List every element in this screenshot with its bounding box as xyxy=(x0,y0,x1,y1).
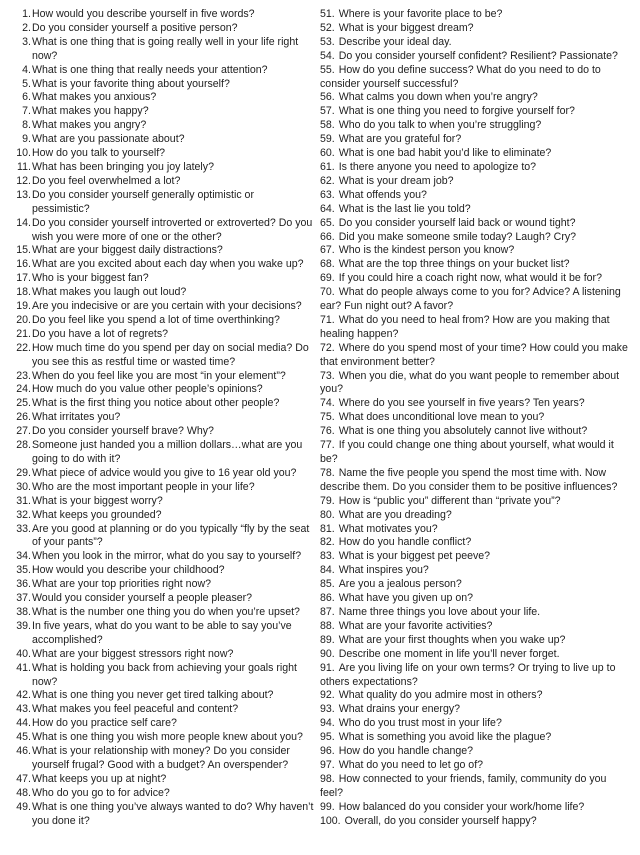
question-number: 85. xyxy=(320,578,335,591)
question-item xyxy=(14,481,314,495)
question-item xyxy=(14,78,314,92)
question-text: What makes you anxious? xyxy=(32,91,157,104)
question-text: Are you a jealous person? xyxy=(338,578,462,591)
question-number: 33. xyxy=(16,522,31,535)
question-item xyxy=(14,411,314,425)
question-number: 55. xyxy=(320,63,335,76)
question-number: 64. xyxy=(320,202,335,215)
question-item xyxy=(14,592,314,606)
question-text: Who do you go to for advice? xyxy=(32,786,170,799)
question-number: 27. xyxy=(16,425,31,438)
question-item xyxy=(320,648,632,662)
question-item xyxy=(320,634,632,648)
question-item xyxy=(14,175,314,189)
question-item xyxy=(14,64,314,78)
question-number: 53. xyxy=(320,35,335,48)
question-text: What piece of advice would you give to 16 year old you? xyxy=(32,466,297,479)
question-number: 26. xyxy=(16,411,31,424)
question-item xyxy=(14,731,314,745)
question-text: What is one thing you never get tired talking about? xyxy=(32,689,274,702)
question-number: 43. xyxy=(16,703,31,716)
question-item xyxy=(14,22,314,36)
question-text: What is one thing that really needs your attention? xyxy=(32,63,268,76)
question-text: Where do you see yourself in five years? Ten years? xyxy=(338,397,585,410)
question-text: What inspires you? xyxy=(338,564,429,577)
question-number: 89. xyxy=(320,633,335,646)
question-number: 100. xyxy=(320,814,341,827)
question-item xyxy=(14,703,314,717)
question-text: How would you describe your childhood? xyxy=(32,564,225,577)
question-item xyxy=(14,397,314,411)
question-item xyxy=(320,36,632,50)
question-text: What quality do you admire most in others? xyxy=(338,689,543,702)
question-item xyxy=(14,689,314,703)
question-text: How is “public you” different than “private you”? xyxy=(338,494,561,507)
question-text: Do you have a lot of regrets? xyxy=(32,327,169,340)
question-number: 16. xyxy=(16,258,31,271)
question-text: What do you need to let go of? xyxy=(338,758,484,771)
question-number: 58. xyxy=(320,119,335,132)
question-item xyxy=(320,536,632,550)
question-item xyxy=(14,244,314,258)
question-text: What makes you angry? xyxy=(32,119,147,132)
question-text: What keeps you up at night? xyxy=(32,772,167,785)
question-number: 68. xyxy=(320,258,335,271)
question-number: 41. xyxy=(16,661,31,674)
question-number: 17. xyxy=(16,272,31,285)
question-text: What is your biggest worry? xyxy=(32,494,163,507)
question-item xyxy=(14,217,314,245)
question-item xyxy=(14,801,314,829)
question-text: What offends you? xyxy=(338,188,427,201)
question-text: What is the first thing you notice about other people? xyxy=(32,397,280,410)
question-number: 31. xyxy=(16,494,31,507)
question-text: Someone just handed you a million dollars…what are you going to do with it? xyxy=(32,439,303,465)
question-number: 74. xyxy=(320,397,335,410)
question-item xyxy=(320,509,632,523)
question-text: Do you consider yourself introverted or extroverted? Do you wish you were more of one or the other? xyxy=(32,216,313,243)
question-item xyxy=(14,787,314,801)
question-item xyxy=(320,217,632,231)
question-item xyxy=(320,258,632,272)
question-number: 66. xyxy=(320,230,335,243)
question-item xyxy=(14,370,314,384)
question-number: 3. xyxy=(22,35,31,48)
question-number: 21. xyxy=(16,327,31,340)
question-item xyxy=(14,662,314,690)
question-text: Describe one moment in life you’ll never forget. xyxy=(338,647,560,660)
question-number: 40. xyxy=(16,647,31,660)
question-text: What is one thing you need to forgive yourself for? xyxy=(338,105,575,118)
question-text: Do you consider yourself generally optimistic or pessimistic? xyxy=(32,188,254,215)
question-text: What makes you happy? xyxy=(32,105,149,118)
question-number: 2. xyxy=(22,21,31,34)
question-item xyxy=(14,161,314,175)
question-text: What are your favorite activities? xyxy=(338,619,493,632)
question-number: 51. xyxy=(320,8,335,20)
question-item xyxy=(14,564,314,578)
question-number: 69. xyxy=(320,272,335,285)
question-item xyxy=(320,592,632,606)
question-text: What irritates you? xyxy=(32,411,121,424)
question-text: Who do you trust most in your life? xyxy=(338,717,502,730)
question-item xyxy=(14,91,314,105)
left-question-column xyxy=(14,8,314,828)
question-number: 10. xyxy=(16,147,31,160)
question-text: What are you grateful for? xyxy=(338,133,462,146)
question-item xyxy=(320,8,632,22)
question-number: 60. xyxy=(320,147,335,160)
question-number: 9. xyxy=(22,133,31,146)
question-text: What is the number one thing you do when you’re upset? xyxy=(32,605,300,618)
question-item xyxy=(14,133,314,147)
question-item xyxy=(320,411,632,425)
question-text: Do you consider yourself laid back or wound tight? xyxy=(338,216,576,229)
question-number: 42. xyxy=(16,689,31,702)
question-number: 45. xyxy=(16,731,31,744)
question-item xyxy=(320,133,632,147)
question-text: Who do you talk to when you’re struggling? xyxy=(338,119,542,132)
question-number: 25. xyxy=(16,397,31,410)
question-text: Do you consider yourself brave? Why? xyxy=(32,425,214,438)
question-number: 22. xyxy=(16,341,31,354)
question-number: 88. xyxy=(320,619,335,632)
question-item xyxy=(14,745,314,773)
question-item xyxy=(320,745,632,759)
question-text: If you could change one thing about yourself, what would it be? xyxy=(320,439,614,465)
question-text: What calms you down when you’re angry? xyxy=(338,91,538,104)
question-text: Where is your favorite place to be? xyxy=(338,8,503,20)
question-number: 83. xyxy=(320,550,335,563)
question-number: 49. xyxy=(16,800,31,813)
question-text: How do you define success? What do you need to do to consider yourself successful? xyxy=(320,63,601,90)
question-number: 32. xyxy=(16,508,31,521)
question-item xyxy=(320,91,632,105)
question-text: What is your biggest dream? xyxy=(338,21,474,34)
question-number: 39. xyxy=(16,619,31,632)
question-item xyxy=(14,550,314,564)
question-item xyxy=(320,703,632,717)
question-text: How do you practice self care? xyxy=(32,717,177,730)
question-item xyxy=(320,397,632,411)
question-number: 20. xyxy=(16,313,31,326)
question-number: 86. xyxy=(320,592,335,605)
question-number: 78. xyxy=(320,466,335,479)
question-number: 18. xyxy=(16,286,31,299)
question-item xyxy=(320,175,632,189)
question-text: Are you good at planning or do you typically “fly by the seat of your pants”? xyxy=(32,522,310,549)
question-text: When do you feel like you are most “in your element”? xyxy=(32,369,286,382)
question-item xyxy=(14,119,314,133)
question-number: 80. xyxy=(320,508,335,521)
question-number: 70. xyxy=(320,286,335,299)
question-number: 76. xyxy=(320,425,335,438)
question-number: 63. xyxy=(320,188,335,201)
question-item xyxy=(320,147,632,161)
question-number: 5. xyxy=(22,77,31,90)
question-number: 67. xyxy=(320,244,335,257)
question-number: 96. xyxy=(320,745,335,758)
question-number: 37. xyxy=(16,592,31,605)
question-item xyxy=(320,119,632,133)
question-number: 65. xyxy=(320,216,335,229)
question-item xyxy=(14,258,314,272)
question-number: 62. xyxy=(320,174,335,187)
question-number: 72. xyxy=(320,341,335,354)
question-item xyxy=(320,231,632,245)
question-number: 14. xyxy=(16,216,31,229)
question-item xyxy=(14,342,314,370)
question-number: 44. xyxy=(16,717,31,730)
question-number: 77. xyxy=(320,439,335,452)
question-number: 81. xyxy=(320,522,335,535)
question-text: Did you make someone smile today? Laugh? Cry? xyxy=(338,230,577,243)
question-text: What is one bad habit you’d like to eliminate? xyxy=(338,147,552,160)
question-number: 23. xyxy=(16,369,31,382)
question-text: Name three things you love about your life. xyxy=(338,605,541,618)
question-text: How much time do you spend per day on social media? Do you see this as restful time or wasted time? xyxy=(32,341,309,368)
question-item xyxy=(320,189,632,203)
question-number: 48. xyxy=(16,786,31,799)
question-item xyxy=(14,189,314,217)
question-item xyxy=(320,203,632,217)
question-item xyxy=(14,509,314,523)
question-item xyxy=(14,773,314,787)
question-text: What is one thing you’ve always wanted to do? Why haven’t you done it? xyxy=(32,800,314,827)
question-number: 52. xyxy=(320,21,335,34)
question-item xyxy=(14,383,314,397)
question-item xyxy=(14,314,314,328)
question-number: 90. xyxy=(320,647,335,660)
question-number: 97. xyxy=(320,758,335,771)
question-text: What do people always come to you for? Advice? A listening ear? Fun night out? A favor? xyxy=(320,286,621,313)
question-text: When you die, what do you want people to remember about you? xyxy=(320,369,620,396)
question-text: What are you excited about each day when you wake up? xyxy=(32,258,304,271)
question-text: Who is the kindest person you know? xyxy=(338,244,515,257)
question-text: What is your dream job? xyxy=(338,174,454,187)
question-item xyxy=(14,425,314,439)
question-text: How balanced do you consider your work/home life? xyxy=(338,800,585,813)
question-number: 94. xyxy=(320,717,335,730)
question-text: How do you handle conflict? xyxy=(338,536,472,549)
question-text: How do you talk to yourself? xyxy=(32,147,166,160)
question-number: 95. xyxy=(320,731,335,744)
question-item xyxy=(320,717,632,731)
question-text: How connected to your friends, family, community do you feel? xyxy=(320,772,607,799)
question-item xyxy=(14,717,314,731)
question-text: Name the five people you spend the most time with. Now describe them. Do you consider them to be positive influences? xyxy=(320,466,618,493)
question-item xyxy=(14,147,314,161)
question-text: How do you handle change? xyxy=(338,745,474,758)
question-item xyxy=(14,495,314,509)
question-item xyxy=(320,439,632,467)
question-item xyxy=(320,467,632,495)
question-number: 91. xyxy=(320,661,335,674)
question-item xyxy=(320,731,632,745)
question-text: What are the top three things on your bucket list? xyxy=(338,258,570,271)
question-number: 79. xyxy=(320,494,335,507)
question-item xyxy=(320,801,632,815)
question-item xyxy=(14,620,314,648)
question-number: 59. xyxy=(320,133,335,146)
question-number: 11. xyxy=(17,160,31,173)
question-number: 54. xyxy=(320,49,335,62)
question-text: What is your relationship with money? Do you consider yourself frugal? Good with a budget? An overspender? xyxy=(32,745,290,771)
question-item xyxy=(14,328,314,342)
question-text: What has been bringing you joy lately? xyxy=(32,160,214,173)
question-item xyxy=(14,36,314,64)
question-number: 84. xyxy=(320,564,335,577)
question-item xyxy=(320,22,632,36)
question-text: Do you consider yourself a positive person? xyxy=(32,21,238,34)
question-item xyxy=(14,523,314,551)
question-text: What is one thing you absolutely cannot live without? xyxy=(338,425,588,438)
question-text: What is something you avoid like the plague? xyxy=(338,731,552,744)
question-item xyxy=(14,8,314,22)
question-number: 61. xyxy=(320,160,335,173)
question-number: 7. xyxy=(22,105,31,118)
question-number: 8. xyxy=(22,119,31,132)
question-item xyxy=(320,759,632,773)
question-text: Is there anyone you need to apologize to? xyxy=(338,160,537,173)
question-item xyxy=(320,425,632,439)
question-text: Overall, do you consider yourself happy? xyxy=(344,814,537,827)
question-item xyxy=(320,105,632,119)
question-number: 1. xyxy=(22,8,31,20)
question-text: What is the last lie you told? xyxy=(338,202,471,215)
question-text: What keeps you grounded? xyxy=(32,508,162,521)
question-text: What do you need to heal from? How are you making that healing happen? xyxy=(320,313,610,340)
question-number: 57. xyxy=(320,105,335,118)
question-number: 46. xyxy=(16,745,31,758)
question-item xyxy=(320,606,632,620)
question-number: 35. xyxy=(16,564,31,577)
question-number: 98. xyxy=(320,772,335,785)
question-number: 24. xyxy=(16,383,31,396)
question-item xyxy=(320,578,632,592)
question-number: 47. xyxy=(16,772,31,785)
question-text: Who is your biggest fan? xyxy=(32,272,149,285)
question-item xyxy=(320,342,632,370)
question-number: 56. xyxy=(320,91,335,104)
question-item xyxy=(320,495,632,509)
question-text: What drains your energy? xyxy=(338,703,461,716)
question-text: If you could hire a coach right now, what would it be for? xyxy=(338,272,602,285)
question-text: What makes you feel peaceful and content? xyxy=(32,703,239,716)
question-text: Who are the most important people in your life? xyxy=(32,480,255,493)
question-text: What are you dreading? xyxy=(338,508,452,521)
question-text: How much do you value other people’s opinions? xyxy=(32,383,263,396)
question-text: Describe your ideal day. xyxy=(338,35,452,48)
question-item xyxy=(14,300,314,314)
question-item xyxy=(320,550,632,564)
question-text: What does unconditional love mean to you? xyxy=(338,411,545,424)
question-text: When you look in the mirror, what do you say to yourself? xyxy=(32,550,302,563)
question-item xyxy=(320,689,632,703)
question-text: What have you given up on? xyxy=(338,592,474,605)
question-item xyxy=(14,606,314,620)
question-item xyxy=(14,439,314,467)
question-text: Do you feel like you spend a lot of time overthinking? xyxy=(32,313,280,326)
question-text: What is your favorite thing about yourself? xyxy=(32,77,230,90)
question-number: 75. xyxy=(320,411,335,424)
question-item xyxy=(320,815,632,829)
question-item xyxy=(320,286,632,314)
question-text: Do you feel overwhelmed a lot? xyxy=(32,174,181,187)
question-number: 19. xyxy=(16,300,31,313)
question-item xyxy=(320,662,632,690)
question-number: 13. xyxy=(16,188,31,201)
right-question-column xyxy=(320,8,632,828)
question-number: 15. xyxy=(16,244,31,257)
question-text: Where do you spend most of your time? How could you make that environment better? xyxy=(320,341,628,368)
question-text: What is one thing that is going really well in your life right now? xyxy=(32,35,299,62)
question-text: What are your top priorities right now? xyxy=(32,578,211,591)
question-number: 93. xyxy=(320,703,335,716)
question-text: How would you describe yourself in five words? xyxy=(32,8,255,20)
question-number: 38. xyxy=(16,605,31,618)
question-text: What are your biggest daily distractions? xyxy=(32,244,223,257)
question-number: 92. xyxy=(320,689,335,702)
question-number: 34. xyxy=(16,550,31,563)
question-item xyxy=(320,161,632,175)
question-text: What are you passionate about? xyxy=(32,133,185,146)
question-number: 28. xyxy=(16,439,31,452)
question-text: In five years, what do you want to be able to say you’ve accomplished? xyxy=(32,619,292,646)
question-number: 4. xyxy=(22,63,31,76)
question-item xyxy=(14,578,314,592)
question-item xyxy=(320,564,632,578)
question-item xyxy=(14,467,314,481)
question-text: What are your biggest stressors right now? xyxy=(32,647,234,660)
question-number: 87. xyxy=(320,605,335,618)
question-number: 12. xyxy=(16,174,31,187)
question-number: 29. xyxy=(16,466,31,479)
question-item xyxy=(320,620,632,634)
question-number: 82. xyxy=(320,536,335,549)
question-item xyxy=(14,648,314,662)
question-item xyxy=(320,773,632,801)
question-item xyxy=(14,105,314,119)
question-item xyxy=(320,64,632,92)
question-item xyxy=(14,286,314,300)
question-item xyxy=(320,523,632,537)
question-item xyxy=(320,370,632,398)
question-text: Are you indecisive or are you certain with your decisions? xyxy=(32,300,302,313)
question-text: What is your biggest pet peeve? xyxy=(338,550,491,563)
question-number: 30. xyxy=(16,480,31,493)
question-number: 99. xyxy=(320,800,335,813)
question-item xyxy=(14,272,314,286)
question-text: What is one thing you wish more people knew about you? xyxy=(32,731,303,744)
question-text: What makes you laugh out loud? xyxy=(32,286,187,299)
question-text: What is holding you back from achieving your goals right now? xyxy=(32,661,297,688)
question-text: Would you consider yourself a people pleaser? xyxy=(32,592,253,605)
question-text: What are your first thoughts when you wake up? xyxy=(338,633,566,646)
question-item xyxy=(320,50,632,64)
question-number: 71. xyxy=(320,313,335,326)
question-text: Do you consider yourself confident? Resilient? Passionate? xyxy=(338,49,618,62)
question-text: Are you living life on your own terms? Or trying to live up to others expectations? xyxy=(320,661,616,688)
question-number: 73. xyxy=(320,369,335,382)
question-item xyxy=(320,244,632,258)
question-number: 6. xyxy=(22,91,31,104)
question-item xyxy=(320,272,632,286)
question-number: 36. xyxy=(16,578,31,591)
question-item xyxy=(320,314,632,342)
question-text: What motivates you? xyxy=(338,522,438,535)
